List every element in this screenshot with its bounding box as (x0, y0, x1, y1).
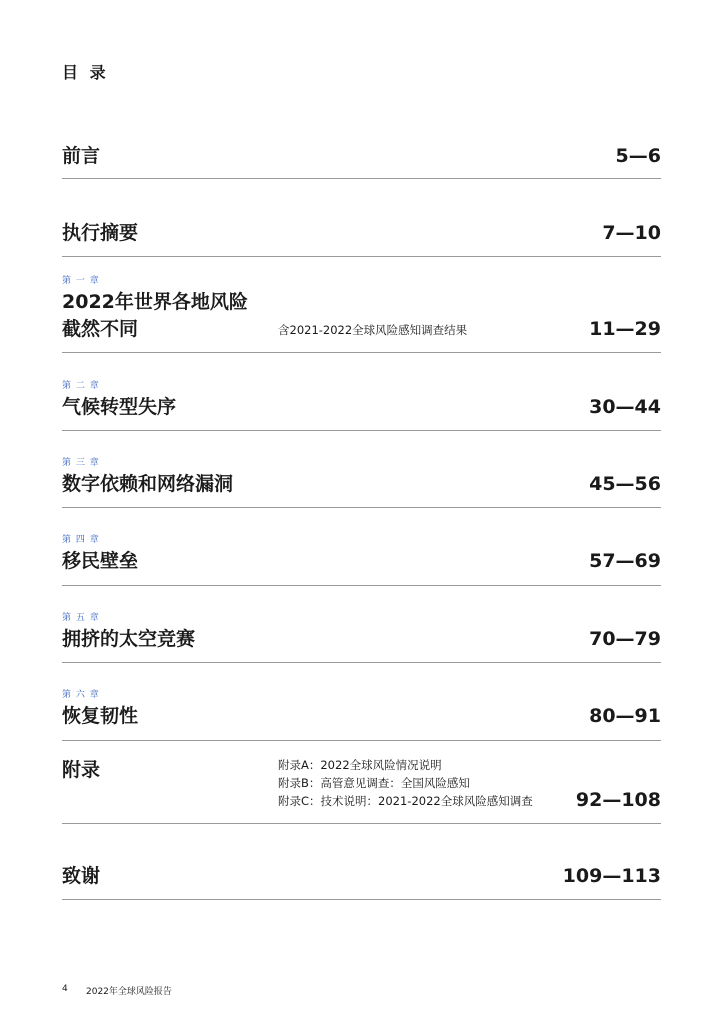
toc-entry-ch6-title[interactable]: 恢复韧性 (62, 705, 139, 727)
divider (62, 507, 661, 508)
divider (62, 740, 661, 741)
divider (62, 430, 661, 431)
toc-entry-ch1-title-line2[interactable]: 截然不同 (62, 318, 139, 340)
appendix-a-note: 附录A：2022全球风险情况说明 (278, 758, 442, 772)
toc-entry-executive-summary-title[interactable]: 执行摘要 (62, 222, 139, 244)
toc-entry-ch4-title[interactable]: 移民壁垒 (62, 550, 139, 572)
divider (62, 178, 661, 179)
toc-entry-ch2-title[interactable]: 气候转型失序 (62, 396, 177, 418)
appendix-c-note: 附录C：技术说明：2021-2022全球风险感知调查 (278, 794, 533, 808)
divider (62, 823, 661, 824)
appendix-b-note: 附录B：高管意见调查：全国风险感知 (278, 776, 470, 790)
toc-entry-executive-summary-pages: 7—10 (602, 222, 661, 244)
chapter-label-6: 第 六 章 (62, 690, 100, 700)
toc-entry-appendix-title[interactable]: 附录 (62, 759, 101, 781)
toc-title: 目 录 (62, 63, 109, 82)
divider (62, 899, 661, 900)
toc-entry-ch1-pages: 11—29 (589, 318, 661, 340)
toc-entry-ch6-pages: 80—91 (589, 705, 661, 727)
toc-entry-ch1-note: 含2021-2022全球风险感知调查结果 (278, 323, 468, 337)
toc-entry-ch5-title[interactable]: 拥挤的太空竞赛 (62, 628, 196, 650)
toc-entry-acknowledgements-pages: 109—113 (562, 865, 661, 887)
divider (62, 585, 661, 586)
toc-entry-appendix-pages: 92—108 (575, 789, 661, 811)
toc-entry-preface-pages: 5—6 (615, 145, 661, 167)
toc-entry-ch4-pages: 57—69 (589, 550, 661, 572)
toc-entry-ch1-title-line1[interactable]: 2022年世界各地风险 (62, 291, 248, 313)
toc-entry-ch3-pages: 45—56 (589, 473, 661, 495)
chapter-label-5: 第 五 章 (62, 613, 100, 623)
divider (62, 662, 661, 663)
chapter-label-3: 第 三 章 (62, 458, 100, 468)
toc-entry-ch3-title[interactable]: 数字依赖和网络漏洞 (62, 473, 234, 495)
divider (62, 256, 661, 257)
toc-entry-preface-title[interactable]: 前言 (62, 145, 101, 167)
chapter-label-1: 第 一 章 (62, 276, 100, 286)
toc-entry-ch2-pages: 30—44 (589, 396, 661, 418)
toc-entry-ch5-pages: 70—79 (589, 628, 661, 650)
chapter-label-4: 第 四 章 (62, 535, 100, 545)
divider (62, 352, 661, 353)
chapter-label-2: 第 二 章 (62, 381, 100, 391)
toc-entry-acknowledgements-title[interactable]: 致谢 (62, 865, 101, 887)
footer-report-title: 2022年全球风险报告 (86, 987, 172, 997)
footer-page-number: 4 (62, 984, 68, 994)
